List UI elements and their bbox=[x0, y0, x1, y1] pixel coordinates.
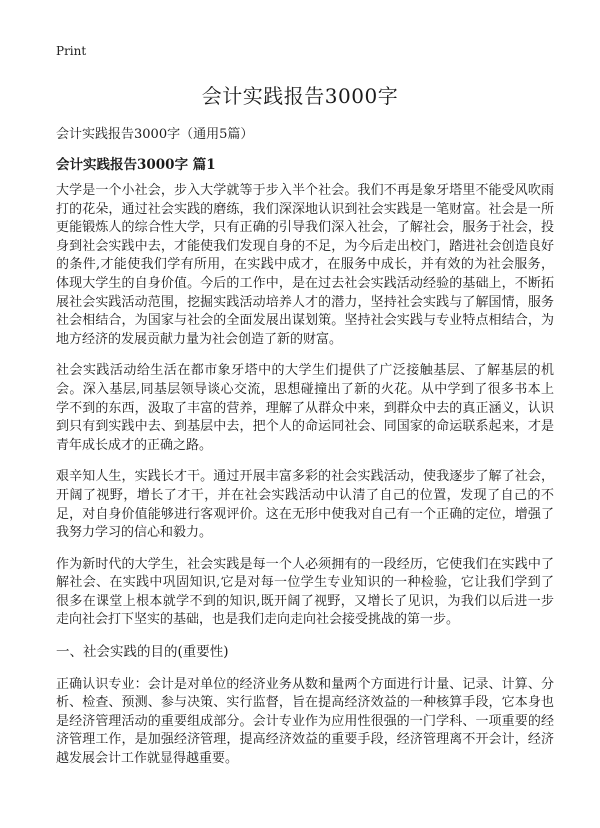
paragraph-4: 作为新时代的大学生，社会实践是每一个人必须拥有的一段经历，它使我们在实践中了解社会、在实践中巩固知识,它是对每一位学生专业知识的一种检验，它让我们学到了很多在课堂上根本就学不到的知识,既开阔了视野，又增长了见识，为我们以后进一步走向社会打下坚实的基础，也是我们走向走向社会接受挑战的第一步。 bbox=[56, 556, 554, 628]
paragraph-2: 社会实践活动给生活在都市象牙塔中的大学生们提供了广泛接触基层、了解基层的机会。深入基层,同基层领导谈心交流，思想碰撞出了新的火花。从中学到了很多书本上学不到的东西，汲取了丰富的营养，理解了从群众中来，到群众中去的真正涵义，认识到只有到实践中去、到基层中去，把个人的命运同社会、同国家的命运联系起来，才是青年成长成才的正确之路。 bbox=[56, 363, 554, 453]
section-title: 会计实践报告3000字 篇1 bbox=[56, 157, 216, 173]
paragraph-5: 正确认识专业：会计是对单位的经济业务从数和量两个方面进行计量、记录、计算、分析、检查、预测、参与决策、实行监督，旨在提高经济效益的一种核算手段，它本身也是经济管理活动的重要组成部分。会计专业作为应用性很强的一门学科、一项重要的经济管理工作，是加强经济管理，提高经济效益的重要手段，经济管理离不开会计，经济越发展会计工作就显得越重要。 bbox=[56, 676, 554, 767]
print-link[interactable]: Print bbox=[56, 44, 87, 58]
page-title: 会计实践报告3000字 bbox=[201, 84, 399, 108]
document-subtitle: 会计实践报告3000字（通用5篇） bbox=[56, 127, 254, 142]
article-body bbox=[56, 182, 554, 782]
paragraph-3: 艰辛知人生，实践长才干。通过开展丰富多彩的社会实践活动，使我逐步了解了社会，开阔了视野，增长了才干，并在社会实践活动中认清了自己的位置，发现了自己的不足，对自身价值能够进行客观评价。这在无形中使我对自己有一个正确的定位，增强了我努力学习的信心和毅力。 bbox=[56, 469, 554, 541]
heading-purpose: 一、社会实践的目的(重要性) bbox=[56, 644, 229, 661]
paragraph-1: 大学是一个小社会，步入大学就等于步入半个社会。我们不再是象牙塔里不能受风吹雨打的花朵，通过社会实践的磨练，我们深深地认识到社会实践是一笔财富。社会是一所更能锻炼人的综合性大学，只有正确的引导我们深入社会，了解社会，服务于社会，投身到社会实践中去，才能使我们发现自身的不足，为今后走出校门，踏进社会创造良好的条件,才能使我们学有所用，在实践中成才，在服务中成长，并有效的为社会服务，体现大学生的自身价值。今后的工作中，是在过去社会实践活动经验的基础上，不断拓展社会实践活动范围，挖掘实践活动培养人才的潜力，坚持社会实践与了解国情，服务社会相结合，为国家与社会的全面发展出谋划策。坚持社会实践与专业特点相结合，为地方经济的发展贡献力量为社会创造了新的财富。 bbox=[56, 183, 554, 347]
